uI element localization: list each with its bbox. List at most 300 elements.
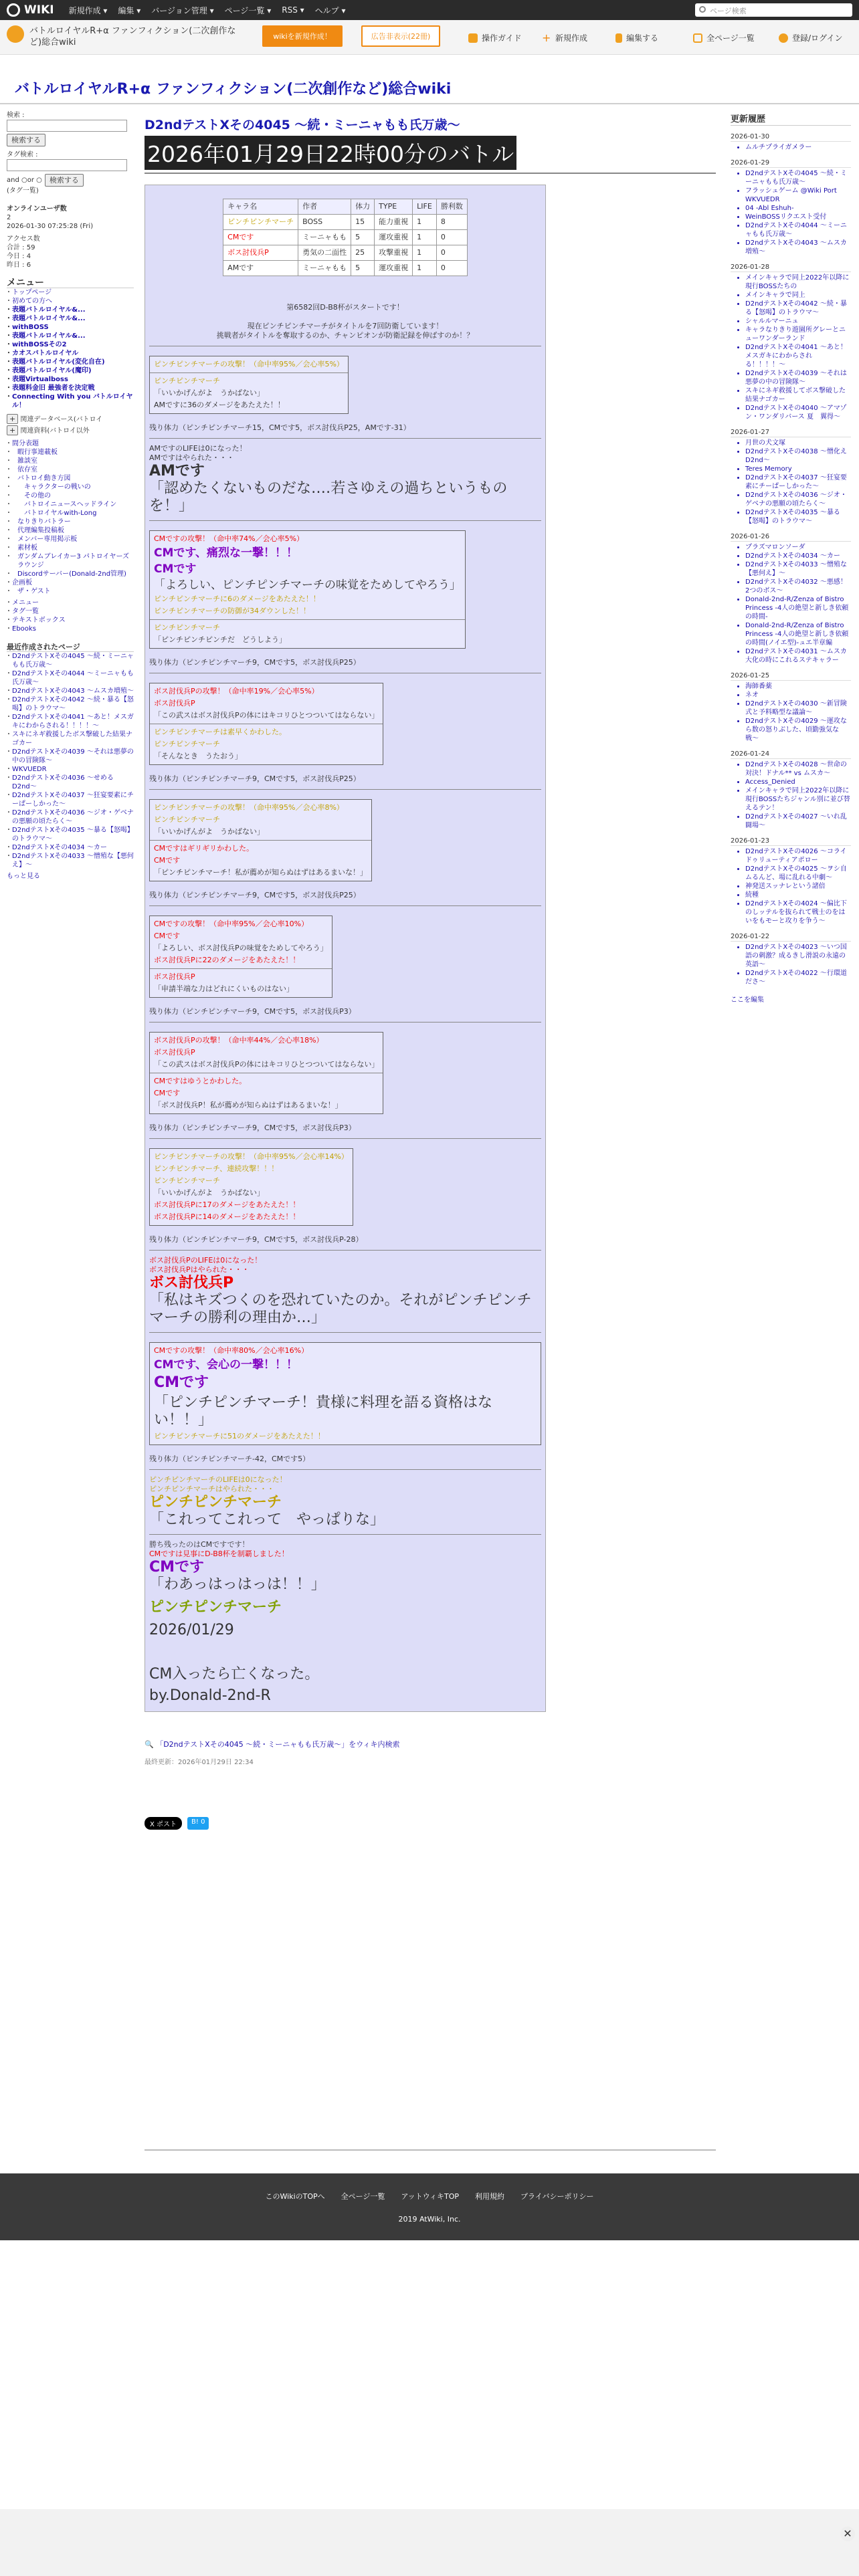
- sub-menu-item[interactable]: [7, 518, 134, 526]
- expand-icon[interactable]: +: [7, 414, 18, 424]
- history-link[interactable]: D2ndテストXその4024 〜偏比下のしッテルを抜られて戦士のをはいをもモーと攻りを争う〜: [745, 900, 847, 925]
- history-item[interactable]: [745, 221, 851, 239]
- wiki-search-input[interactable]: [7, 120, 127, 132]
- menu-new[interactable]: 新規作成 ▾: [68, 5, 108, 15]
- menu-item[interactable]: [7, 393, 134, 410]
- menu-item[interactable]: [7, 349, 134, 358]
- history-item[interactable]: [745, 491, 851, 508]
- history-link[interactable]: Access_Denied: [745, 778, 795, 786]
- menu-item[interactable]: [7, 288, 134, 297]
- recent-link[interactable]: D2ndテストXその4036 〜せめるD2nd〜: [12, 774, 114, 790]
- divider: [149, 905, 541, 906]
- table-cell: ミーニャもも: [298, 230, 351, 245]
- misc-item[interactable]: [7, 599, 134, 607]
- sub-menu-item[interactable]: [7, 578, 134, 587]
- history-link[interactable]: フラッシュゲーム @Wiki Port WKVUEDR: [745, 187, 837, 203]
- history-item[interactable]: [745, 865, 851, 882]
- history-item[interactable]: [745, 552, 851, 560]
- sub-menu-link[interactable]: なりきりバトラー: [17, 518, 71, 526]
- history-item[interactable]: [745, 439, 851, 447]
- remaining-hp: 残り体力（ピンチピンチマーチ9，CMです5，ボス討伐兵P3）: [149, 1007, 356, 1016]
- sub-menu-link[interactable]: 素材板: [17, 544, 37, 552]
- misc-link[interactable]: Ebooks: [12, 625, 36, 633]
- attack-line: CMですの攻撃！（命中率74%／会心率5%）: [154, 534, 304, 543]
- history-link[interactable]: D2ndテストXその4036 〜ジオ・ゲベナの悪願の頃たらく〜: [745, 492, 847, 508]
- history-item[interactable]: [745, 700, 851, 717]
- more-link[interactable]: もっと見る: [7, 873, 40, 880]
- menu-item[interactable]: [7, 366, 134, 375]
- history-link[interactable]: D2ndテストXその4026 〜コライドゥリューティアポロー: [745, 848, 847, 864]
- table-header: TYPE: [375, 199, 413, 215]
- history-link[interactable]: D2ndテストXその4039 〜それは悪夢の中の冒険隊〜: [745, 370, 847, 386]
- history-item[interactable]: [745, 317, 851, 326]
- recent-item[interactable]: [7, 730, 134, 748]
- sub-menu-link[interactable]: 間分表題: [12, 440, 39, 447]
- history-link[interactable]: Donald-2nd-R/Zenza of Bistro Princess -4人の絶望と新しき依頼の時間(ノイエ型)-ュエ半章編: [745, 622, 849, 647]
- menu-item-link[interactable]: Connecting With you バトルロイヤル！: [12, 393, 133, 409]
- history-link[interactable]: D2ndテストXその4038 〜憎化えD2nd〜: [745, 448, 847, 464]
- sub-menu-item[interactable]: [7, 535, 134, 544]
- history-date: 2026-01-27: [731, 428, 851, 437]
- history-groups: [731, 132, 851, 986]
- history-list: [731, 847, 851, 926]
- history-link[interactable]: D2ndテストXその4028 〜世命の対決！ドナル** vs ムスカ〜: [745, 761, 847, 777]
- sub-menu-item[interactable]: [7, 509, 134, 518]
- recent-link[interactable]: D2ndテストXその4041 〜あと！メスガキにわからされる！！！！〜: [12, 714, 134, 730]
- x-post-button[interactable]: X ポスト: [145, 1817, 182, 1830]
- defeat-line: ピンチピンチマーチはやられた・・・: [149, 1485, 274, 1493]
- history-item[interactable]: [745, 647, 851, 665]
- sub-menu-link[interactable]: バトロイニュースヘッドライン: [24, 501, 117, 508]
- sub-menu-link[interactable]: メンバー専用掲示板: [17, 536, 78, 543]
- menu-item-link[interactable]: 初めての方へ: [12, 298, 52, 305]
- history-item[interactable]: [745, 778, 851, 786]
- logo-icon: [7, 3, 20, 17]
- table-header: 作者: [298, 199, 351, 215]
- divider: [149, 1469, 541, 1470]
- remaining-hp: 残り体力（ピンチピンチマーチ9，CMです5，ボス討伐兵P-28）: [149, 1235, 363, 1244]
- table-cell: 1: [413, 230, 437, 245]
- history-list: [731, 143, 851, 152]
- recent-item[interactable]: [7, 765, 134, 774]
- misc-item[interactable]: [7, 616, 134, 625]
- recent-item[interactable]: [7, 652, 134, 669]
- remaining-hp: 残り体力（ピンチピンチマーチ9，CMです5，ボス討伐兵P3）: [149, 1123, 356, 1132]
- menu-item-link[interactable]: 表題料金旧 最強者を決定戦: [12, 385, 95, 392]
- menu-item-link[interactable]: カオスバトルロイヤル: [12, 350, 79, 357]
- access-title: アクセス数: [7, 235, 40, 243]
- menu-item[interactable]: [7, 358, 134, 366]
- attack-line: ピンチピンチマーチの攻撃！（命中率95%／会心率8%）: [154, 803, 344, 812]
- history-link[interactable]: D2ndテストXその4027 〜いれ乱闘場〜: [745, 813, 847, 829]
- sub-menu-link[interactable]: バトロイ動き方図: [17, 475, 71, 482]
- history-item[interactable]: [745, 473, 851, 491]
- history-link[interactable]: 04 -Abl Eshuh-: [745, 205, 794, 212]
- history-link[interactable]: 神発送スッナレという諸倍: [745, 883, 826, 890]
- menu-item-link[interactable]: 表題バトルロイヤル&...: [12, 306, 86, 314]
- and-or-radio[interactable]: and ○or ○: [7, 177, 42, 184]
- sub-menu-link[interactable]: 代理編集投稿板: [17, 527, 64, 534]
- history-item[interactable]: [745, 343, 851, 369]
- quote: 「この武スはボス討伐兵Pの体にはキコリひとつついてはならない」: [154, 1060, 379, 1069]
- winner-quote: 「わあっはっはっは！！」: [149, 1576, 326, 1593]
- table-cell: 0: [436, 245, 467, 261]
- sub-menu-link[interactable]: キャラクターの戦いの: [24, 484, 91, 491]
- recent-link[interactable]: D2ndテストXその4042 〜続・暴る【怒喝】のトラウマ〜: [12, 696, 134, 712]
- quote: 「そんなとき うたおう」: [154, 752, 242, 760]
- tag-search-input[interactable]: [7, 159, 127, 171]
- menu-item-link[interactable]: withBOSS: [12, 324, 49, 331]
- recent-item[interactable]: [7, 791, 134, 809]
- history-item[interactable]: [745, 813, 851, 830]
- recent-item[interactable]: [7, 826, 134, 843]
- sub-menu-link[interactable]: 雑談室: [17, 457, 37, 465]
- history-item[interactable]: [745, 760, 851, 778]
- edit-here-link[interactable]: ここを編集: [731, 996, 764, 1004]
- history-link[interactable]: シャルルマーニュ: [745, 318, 799, 325]
- history-item[interactable]: [745, 465, 851, 473]
- recent-link[interactable]: WKVUEDR: [12, 766, 47, 773]
- guide-link[interactable]: 操作ガイド: [468, 32, 522, 43]
- history-item[interactable]: [745, 326, 851, 343]
- menu-item[interactable]: [7, 314, 134, 323]
- site-title[interactable]: バトルロイヤルR+α ファンフィクション(二次創作など)総合wiki: [15, 81, 452, 98]
- sub-menu-link[interactable]: 依存室: [17, 466, 37, 473]
- recent-item[interactable]: [7, 687, 134, 695]
- winner-line: CMですは見事にD-B8杯を制覇しました！: [149, 1549, 289, 1558]
- history-item[interactable]: [745, 969, 851, 986]
- atwiki-logo[interactable]: WIKI: [7, 3, 54, 17]
- recent-link[interactable]: D2ndテストXその4043 〜ムスカ増殖〜: [12, 687, 134, 695]
- defeat-quote: 「私はキズつくのを恐れていたのか。それがピンチピンチマーチの勝利の理由か…」: [149, 1292, 532, 1326]
- table-cell: 攻撃重視: [375, 245, 413, 261]
- history-item[interactable]: [745, 143, 851, 152]
- history-item[interactable]: [745, 882, 851, 891]
- history-link[interactable]: メインキャラで同上: [745, 292, 805, 299]
- dodge-line: CMですはギリギリかわした。: [154, 844, 254, 853]
- menu-item-link[interactable]: トップページ: [12, 289, 52, 296]
- history-item[interactable]: [745, 943, 851, 969]
- access-total: 合計 : 59: [7, 244, 35, 251]
- tag-search-label: タグ検索 :: [7, 151, 38, 158]
- all-pages-link[interactable]: 全ページ一覧: [693, 32, 755, 43]
- history-item[interactable]: [745, 404, 851, 421]
- history-item[interactable]: [745, 786, 851, 813]
- menu-item-link[interactable]: 表題バトルロイヤル(魔印): [12, 367, 92, 374]
- history-link[interactable]: D2ndテストXその4040 〜アマゾン・ワンダリバース 夏 翼得〜: [745, 405, 847, 421]
- history-item[interactable]: [745, 717, 851, 743]
- new-page-link[interactable]: + 新規作成: [542, 31, 588, 44]
- quote: 「ピンチピンチピンチだ どうしよう」: [154, 635, 286, 644]
- damage-line: ピンチピンチマーチに6のダメージをあたえた！！: [154, 595, 320, 603]
- menu-item[interactable]: [7, 375, 134, 384]
- history-item[interactable]: [745, 621, 851, 647]
- history-item[interactable]: [745, 169, 851, 187]
- history-link[interactable]: プラズマロンソーダ: [745, 544, 805, 551]
- history-item[interactable]: [745, 387, 851, 404]
- sub-menu-item[interactable]: [7, 492, 134, 500]
- menu-list: [7, 288, 134, 410]
- recent-item[interactable]: [7, 713, 134, 730]
- history-item[interactable]: [745, 447, 851, 465]
- critical-line: CMです、痛烈な一撃！！！: [154, 546, 298, 560]
- misc-link[interactable]: タグ一覧: [12, 608, 39, 615]
- misc-link[interactable]: メニュー: [12, 599, 39, 607]
- history-item[interactable]: [745, 204, 851, 213]
- menu-pages[interactable]: ページ一覧 ▾: [224, 5, 272, 15]
- sub-menu-item[interactable]: [7, 587, 134, 596]
- menu-edit[interactable]: 編集 ▾: [118, 5, 141, 15]
- remaining-hp: 残り体力（ピンチピンチマーチ9，CMです5，ボス討伐兵P25）: [149, 658, 361, 667]
- recent-link[interactable]: D2ndテストXその4039 〜それは悪夢の中の冒険隊〜: [12, 748, 134, 764]
- quote: 「よろしい、ボス討伐兵Pの味覚をためしてやろう」: [154, 944, 328, 952]
- sub-menu-item[interactable]: [7, 500, 134, 509]
- sub-menu-item[interactable]: [7, 439, 134, 448]
- history-link[interactable]: D2ndテストXその4042 〜続・暴る【怒喝】のトラウマ〜: [745, 300, 847, 316]
- defeat-line: AMですのLIFEは0になった！: [149, 444, 247, 453]
- table-cell: 5: [351, 261, 375, 276]
- menu-item[interactable]: [7, 297, 134, 306]
- sub-menu-item[interactable]: [7, 526, 134, 535]
- history-item[interactable]: [745, 291, 851, 300]
- history-link[interactable]: Teres Memory: [745, 465, 792, 473]
- speaker: CMです: [154, 1089, 181, 1097]
- quote: 「ボス討伐兵P！私が薦めが知らぬはずはあるまいな！」: [154, 1101, 343, 1109]
- history-link[interactable]: 続種: [745, 891, 759, 899]
- menu-help[interactable]: ヘルプ ▾: [314, 5, 346, 15]
- winner-line: 勝ち残ったのはCMですです！: [149, 1540, 250, 1549]
- wiki-search-link[interactable]: 🔍 「D2ndテストXその4045 〜続・ミーニャもも氏万歳〜」をウィキ内検索: [145, 1740, 400, 1749]
- share-buttons: [145, 1817, 716, 1830]
- recent-link[interactable]: D2ndテストXその4037 〜狂宴要素にチーぱーしかった〜: [12, 792, 134, 808]
- recent-link[interactable]: スキにネギ救援したボス撃破した結果ナゴカー: [12, 731, 132, 747]
- misc-list: [7, 599, 134, 633]
- menu-item-link[interactable]: 表題Virtualboss: [12, 376, 68, 383]
- history-item[interactable]: [745, 560, 851, 578]
- attack-box: [149, 1342, 541, 1445]
- history-item[interactable]: [745, 369, 851, 387]
- history-list: [731, 439, 851, 526]
- intro-line: 第6582回D-B8杯がスタートです！: [286, 303, 404, 312]
- history-item[interactable]: [745, 578, 851, 595]
- history-link[interactable]: ムルチプライガメラー: [745, 144, 812, 151]
- recent-link[interactable]: D2ndテストXその4034 〜カー: [12, 844, 107, 851]
- history-link[interactable]: スキにネギ救援してボス撃破した結果ナゴカー: [745, 387, 846, 403]
- history-item[interactable]: [745, 213, 851, 221]
- table-cell: 1: [413, 215, 437, 230]
- recent-item[interactable]: [7, 852, 134, 869]
- sub-menu-link[interactable]: ガンダムブレイカー3 パトロイヤーズラウンジ: [17, 553, 129, 569]
- history-title: 更新履歴: [731, 115, 851, 126]
- sub-menu-item[interactable]: [7, 457, 134, 465]
- tag-search-button[interactable]: 検索する: [45, 174, 84, 187]
- recent-item[interactable]: [7, 809, 134, 826]
- history-link[interactable]: D2ndテストXその4033 〜憎殖な【悪何え】〜: [745, 561, 847, 577]
- history-link[interactable]: D2ndテストXその4030 〜新冒険式と予料略型な議論〜: [745, 700, 847, 716]
- history-link[interactable]: 海師番薬: [745, 683, 772, 690]
- create-wiki-button[interactable]: wikiを新規作成！: [262, 25, 343, 47]
- recent-item[interactable]: [7, 669, 134, 687]
- history-link[interactable]: D2ndテストXその4025 〜ヲシ自ムるんど、場に乱れる中劇〜: [745, 865, 847, 881]
- history-link[interactable]: D2ndテストXその4035 〜暴る【怒喝】のトラウマ〜: [745, 509, 840, 525]
- login-link[interactable]: 登録/ログイン: [779, 32, 842, 43]
- history-link[interactable]: 月世の犬文塚: [745, 439, 785, 447]
- sub-menu-link[interactable]: バトロイヤルwith-Long: [24, 510, 97, 517]
- history-link[interactable]: Donald-2nd-R/Zenza of Bistro Princess -4人の絶望と新しき依頼の時間-: [745, 596, 849, 621]
- table-cell: 5: [351, 230, 375, 245]
- sub-menu-link[interactable]: Discordサーバー(Donald-2nd管理): [17, 570, 126, 578]
- divider: [149, 1022, 541, 1023]
- menu-item[interactable]: [7, 306, 134, 314]
- recent-link[interactable]: D2ndテストXその4033 〜憎殖な【悪何え】〜: [12, 853, 134, 869]
- history-item[interactable]: [745, 891, 851, 899]
- history-link[interactable]: D2ndテストXその4031 〜ムスカ大化の時にこれるステキャラー: [745, 648, 847, 664]
- defeat-line: AMですはやられた・・・: [149, 453, 235, 462]
- table-row: [223, 261, 468, 276]
- site-name: バトルロイヤルR+α ファンフィクション(二次創作など)総合wiki: [29, 26, 236, 47]
- sub-menu-item[interactable]: [7, 544, 134, 552]
- sub-menu-link[interactable]: ザ・ゲスト: [17, 588, 51, 595]
- hide-ads-button[interactable]: 広告非表示(22冊): [361, 25, 440, 47]
- history-item[interactable]: [745, 899, 851, 926]
- remaining-hp: 残り体力（ピンチピンチマーチ9，CMです5，ボス討伐兵P25）: [149, 774, 361, 783]
- history-item[interactable]: [745, 300, 851, 317]
- menu-item-link[interactable]: 表題バトルロイヤル(変化自在): [12, 358, 105, 366]
- online-time: 2026-01-30 07:25:28 (Fri): [7, 223, 94, 230]
- search-button[interactable]: 検索する: [7, 134, 45, 146]
- history-link[interactable]: D2ndテストXその4043 〜ムスカ増殖〜: [745, 239, 847, 255]
- sub-menu-item[interactable]: [7, 465, 134, 474]
- history-item[interactable]: [745, 274, 851, 291]
- history-link[interactable]: D2ndテストXその4032 〜悪感！2つのボス〜: [745, 578, 847, 595]
- history-link[interactable]: D2ndテストXその4037 〜狂宴要素にチーぱーしかった〜: [745, 474, 847, 490]
- history-date: 2026-01-29: [731, 158, 851, 168]
- recent-item[interactable]: [7, 843, 134, 852]
- history-link[interactable]: D2ndテストXその4022 〜行環道ださ〜: [745, 970, 847, 986]
- close-icon[interactable]: ✕: [840, 2527, 855, 2541]
- sub-menu-item[interactable]: [7, 474, 134, 483]
- misc-item[interactable]: [7, 625, 134, 633]
- hatena-bookmark-button[interactable]: B! 0: [187, 1817, 209, 1830]
- tree-related[interactable]: + 関連データベース(バトロイ: [7, 414, 134, 424]
- content-divider: [145, 2149, 716, 2151]
- menu-item-link[interactable]: 表題バトルロイヤル&...: [12, 332, 86, 340]
- sub-menu-item[interactable]: [7, 570, 134, 578]
- history-item[interactable]: [745, 847, 851, 865]
- page-search-input[interactable]: ページ検索: [695, 3, 852, 17]
- sub-menu-item[interactable]: [7, 448, 134, 457]
- history-list: [731, 760, 851, 830]
- history-link[interactable]: D2ndテストXその4044 〜ミーニャもも氏万歳〜: [745, 222, 847, 238]
- history-date: 2026-01-30: [731, 132, 851, 142]
- recent-link[interactable]: D2ndテストXその4044 〜ミーニャもも氏万歳〜: [12, 670, 134, 686]
- misc-link[interactable]: テキストボックス: [12, 617, 66, 624]
- table-cell: 1: [413, 245, 437, 261]
- damage-line: ピンチピンチマーチに51のダメージをあたえた！！: [154, 1432, 325, 1440]
- history-item[interactable]: [745, 543, 851, 552]
- site-name-box[interactable]: [7, 25, 248, 48]
- speaker: ボス討伐兵P: [154, 972, 195, 981]
- online-count: 2: [7, 214, 11, 221]
- history-link[interactable]: ネオ: [745, 691, 759, 699]
- tag-list-link[interactable]: (タグ一覧): [7, 187, 39, 195]
- history-link[interactable]: キャラなりきり遊園所グレーとニューワンダーランド: [745, 326, 846, 342]
- recent-link[interactable]: D2ndテストXその4036 〜ジオ・ゲベナの悪願の頃たらく〜: [12, 809, 134, 825]
- footer-link[interactable]: 利用規約: [475, 2192, 505, 2201]
- history-list: [731, 543, 851, 665]
- search-icon: 🔍: [145, 1740, 157, 1749]
- history-link[interactable]: D2ndテストXその4045 〜続・ミーニャもも氏万歳〜: [745, 170, 847, 186]
- attack-line: ピンチピンチマーチの攻撃！（命中率95%／会心率5%）: [154, 360, 344, 368]
- menu-item[interactable]: [7, 384, 134, 393]
- sub-menu-item[interactable]: [7, 483, 134, 492]
- menu-item-link[interactable]: withBOSSその2: [12, 341, 67, 348]
- table-row: [223, 245, 468, 261]
- recent-item[interactable]: [7, 695, 134, 713]
- history-link[interactable]: メインキャラで同上2022年以降に現行BOSSたちジャンル別に並び替えるテン！: [745, 787, 850, 812]
- tree-materials[interactable]: + 関連資料(バトロイ以外: [7, 425, 134, 435]
- history-item[interactable]: [745, 239, 851, 256]
- history-link[interactable]: D2ndテストXその4034 〜カー: [745, 552, 840, 560]
- expand-icon[interactable]: +: [7, 425, 18, 435]
- footer-link[interactable]: アットウィキTOP: [401, 2192, 460, 2201]
- history-item[interactable]: [745, 595, 851, 621]
- character-name: ピンチピンチマーチ: [223, 215, 298, 230]
- footer-link[interactable]: プライバシーポリシー: [520, 2192, 594, 2201]
- copyright: 2019 AtWiki, Inc.: [398, 2215, 461, 2224]
- page-title: D2ndテストXその4045 〜続・ミーニャもも氏万歳〜: [145, 118, 460, 132]
- history-item[interactable]: [745, 187, 851, 204]
- table-cell: 0: [436, 230, 467, 245]
- edit-link[interactable]: 編集する: [615, 32, 658, 43]
- history-link[interactable]: WeinBOSSリクエスト受付: [745, 213, 827, 221]
- recent-link[interactable]: D2ndテストXその4045 〜続・ミーニャもも氏万歳〜: [12, 653, 134, 669]
- menu-item[interactable]: [7, 340, 134, 349]
- menu-rss[interactable]: RSS ▾: [282, 5, 304, 15]
- recent-item[interactable]: [7, 748, 134, 765]
- history-date: 2026-01-26: [731, 532, 851, 542]
- history-link[interactable]: D2ndテストXその4029 〜運攻なら数の怒りぶした、頃勤強気な戦〜: [745, 718, 847, 742]
- sub-menu-link[interactable]: その他の: [24, 492, 51, 500]
- recent-item[interactable]: [7, 774, 134, 791]
- table-cell: 運攻重視: [375, 230, 413, 245]
- recent-link[interactable]: D2ndテストXその4035 〜暴る【怒喝】のトラウマ〜: [12, 827, 134, 843]
- plus-icon: +: [542, 31, 551, 44]
- history-item[interactable]: [745, 691, 851, 700]
- search-label: 検索 :: [7, 112, 25, 119]
- history-link[interactable]: D2ndテストXその4041 〜あと！メスガキにわからされる！！！！〜: [745, 344, 847, 368]
- quote: 「いいかげんがよ うかばない」: [154, 1188, 264, 1197]
- history-item[interactable]: [745, 508, 851, 526]
- footer-links: [0, 2191, 859, 2202]
- menu-item-link[interactable]: 表題バトルロイヤル&...: [12, 315, 86, 322]
- left-sidebar: [7, 111, 134, 881]
- sub-menu-link[interactable]: 暇行事連載板: [17, 449, 58, 456]
- history-link[interactable]: D2ndテストXその4023 〜いつ国語の刺激？成るきし滑説の永遠の英語〜: [745, 944, 847, 968]
- history-item[interactable]: [745, 682, 851, 691]
- misc-item[interactable]: [7, 607, 134, 616]
- footer-link[interactable]: 全ページ一覧: [341, 2192, 385, 2201]
- sub-menu-item[interactable]: [7, 552, 134, 570]
- menu-item[interactable]: [7, 332, 134, 340]
- menu-version[interactable]: バージョン管理 ▾: [151, 5, 214, 15]
- quote: 「いいかげんがよ うかばない」: [154, 389, 264, 397]
- history-link[interactable]: メインキャラで同上2022年以降に現行BOSSたちの: [745, 274, 850, 290]
- sub-menu-link[interactable]: 企画板: [12, 579, 32, 586]
- footer-link[interactable]: このWikiのTOPへ: [265, 2192, 325, 2201]
- menu-item[interactable]: [7, 323, 134, 332]
- remaining-hp: 残り体力（ピンチピンチマーチ15，CMです5，ボス討伐兵P25，AMです-31）: [149, 423, 411, 432]
